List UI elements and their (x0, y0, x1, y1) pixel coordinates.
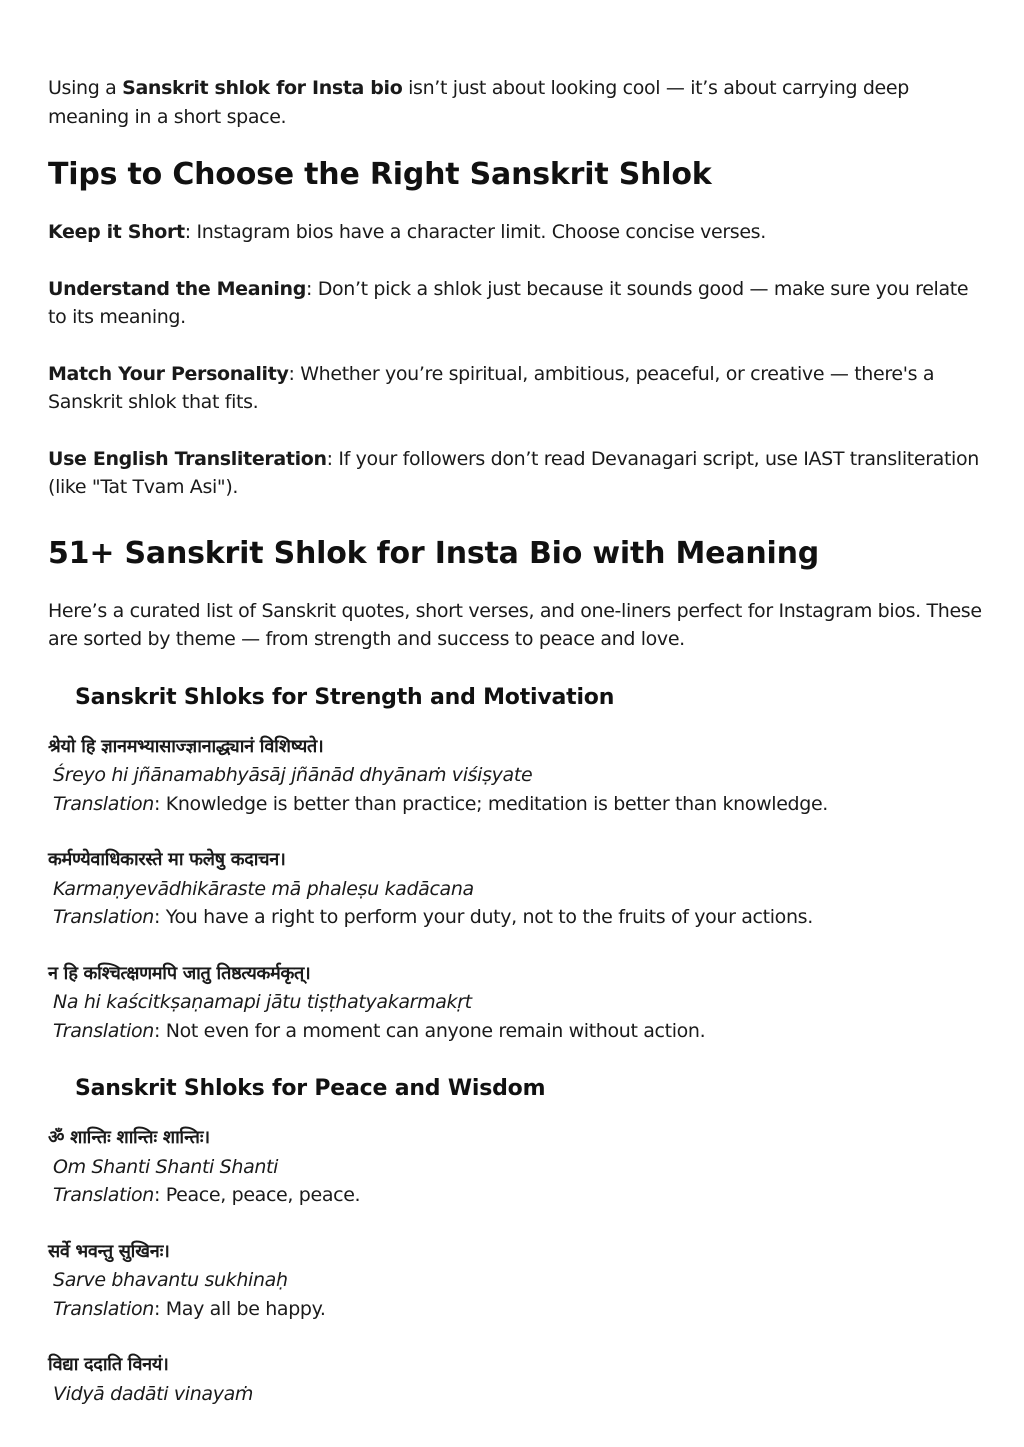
shlok-devanagari: सर्वे भवन्तु सुखिनः। (48, 1240, 170, 1262)
shlok-item (48, 846, 988, 932)
list-heading: 51+ Sanskrit Shlok for Insta Bio with Meaning (48, 535, 820, 571)
shlok-transliteration (48, 1153, 988, 1182)
shlok-translation (48, 790, 988, 819)
shlok-devanagari: न हि कश्चित्क्षणमपि जातु तिष्ठत्यकर्मकृत्। (48, 962, 311, 984)
tip-label: Keep it Short (48, 221, 185, 243)
shlok-translation (48, 1017, 988, 1046)
translation-label: Translation (53, 1019, 154, 1042)
tip-english-transliteration (48, 445, 988, 502)
tip-text: : If your followers don’t read Devanagari script, use IAST transliteration (like "Tat Tvam Asi"). (48, 447, 979, 498)
shlok-translation (48, 903, 988, 932)
intro-keyword: Sanskrit shlok for Insta bio (122, 77, 403, 99)
tip-label: Understand the Meaning (48, 277, 306, 300)
shlok-iast-text: Om Shanti Shanti Shanti (53, 1155, 279, 1178)
shlok-iast-text: Śreyo hi jñānamabhyāsāj jñānād dhyānaṁ viśiṣyate (53, 764, 533, 786)
tip-label: Use English Transliteration (48, 447, 327, 470)
translation-text: : Knowledge is better than practice; meditation is better than knowledge. (154, 792, 828, 815)
tip-text: : Whether you’re spiritual, ambitious, peaceful, or creative — there's a Sanskrit shlok that fits. (48, 362, 935, 413)
shlok-devanagari: ॐ शान्तिः शान्तिः शान्तिः। (48, 1127, 210, 1148)
tip-text: : Don’t pick a shlok just because it sounds good — make sure you relate to its meaning. (48, 277, 969, 328)
shlok-iast-text: Sarve bhavantu sukhinaḥ (53, 1269, 288, 1291)
shlok-iast-text: Na hi kaścitkṣaṇamapi jātu tiṣṭhatyakarmakṛt (53, 991, 472, 1013)
shlok-transliteration (48, 1380, 988, 1409)
translation-label: Translation (53, 1184, 154, 1206)
tip-match-personality (48, 360, 988, 417)
shlok-translation (48, 1295, 988, 1324)
intro-text-start: Using a (48, 77, 123, 99)
translation-label: Translation (53, 792, 154, 815)
shlok-devanagari: कर्मण्येवाधिकारस्ते मा फलेषु कदाचन। (48, 849, 286, 870)
intro-paragraph (48, 74, 988, 131)
translation-label: Translation (53, 906, 154, 928)
shlok-iast-text: Karmaṇyevādhikāraste mā phaleṣu kadācana (53, 877, 474, 900)
tips-heading: Tips to Choose the Right Sanskrit Shlok (48, 157, 712, 192)
translation-text: : You have a right to perform your duty, not to the fruits of your actions. (154, 906, 813, 928)
shlok-transliteration (48, 1266, 988, 1295)
shlok-item (48, 1124, 988, 1210)
section-heading-peace: Sanskrit Shloks for Peace and Wisdom (75, 1076, 546, 1101)
tip-keep-short (48, 218, 988, 247)
shlok-devanagari: श्रेयो हि ज्ञानमभ्यासाज्ज्ञानाद्ध्यानं विशिष्यते। (48, 735, 324, 757)
shlok-item (48, 1238, 988, 1324)
translation-text: : Not even for a moment can anyone remain without action. (154, 1019, 706, 1042)
shlok-transliteration (48, 761, 988, 790)
shlok-item (48, 733, 988, 819)
section-heading-strength: Sanskrit Shloks for Strength and Motivation (75, 684, 615, 710)
list-intro: Here’s a curated list of Sanskrit quotes, short verses, and one-liners perfect for Instagram bios. These are sorted by theme — from strength and success to peace and love. (48, 599, 982, 650)
tip-text: : Instagram bios have a character limit. Choose concise verses. (184, 221, 766, 243)
shlok-item (48, 1351, 988, 1408)
shlok-transliteration (48, 988, 988, 1017)
article-body (48, 74, 988, 1436)
tip-label: Match Your Personality (48, 362, 289, 385)
translation-text: : Peace, peace, peace. (154, 1184, 361, 1206)
translation-label: Translation (53, 1297, 154, 1320)
shlok-translation (48, 1181, 988, 1210)
tip-understand-meaning (48, 275, 988, 332)
shlok-item (48, 960, 988, 1046)
translation-text: : May all be happy. (154, 1297, 326, 1320)
shlok-iast-text: Vidyā dadāti vinayaṁ (53, 1382, 254, 1405)
intro-text-end: isn’t just about looking cool — it’s about carrying deep meaning in a short space. (48, 77, 909, 128)
shlok-transliteration (48, 875, 988, 904)
shlok-devanagari: विद्या ददाति विनयं। (48, 1354, 169, 1375)
